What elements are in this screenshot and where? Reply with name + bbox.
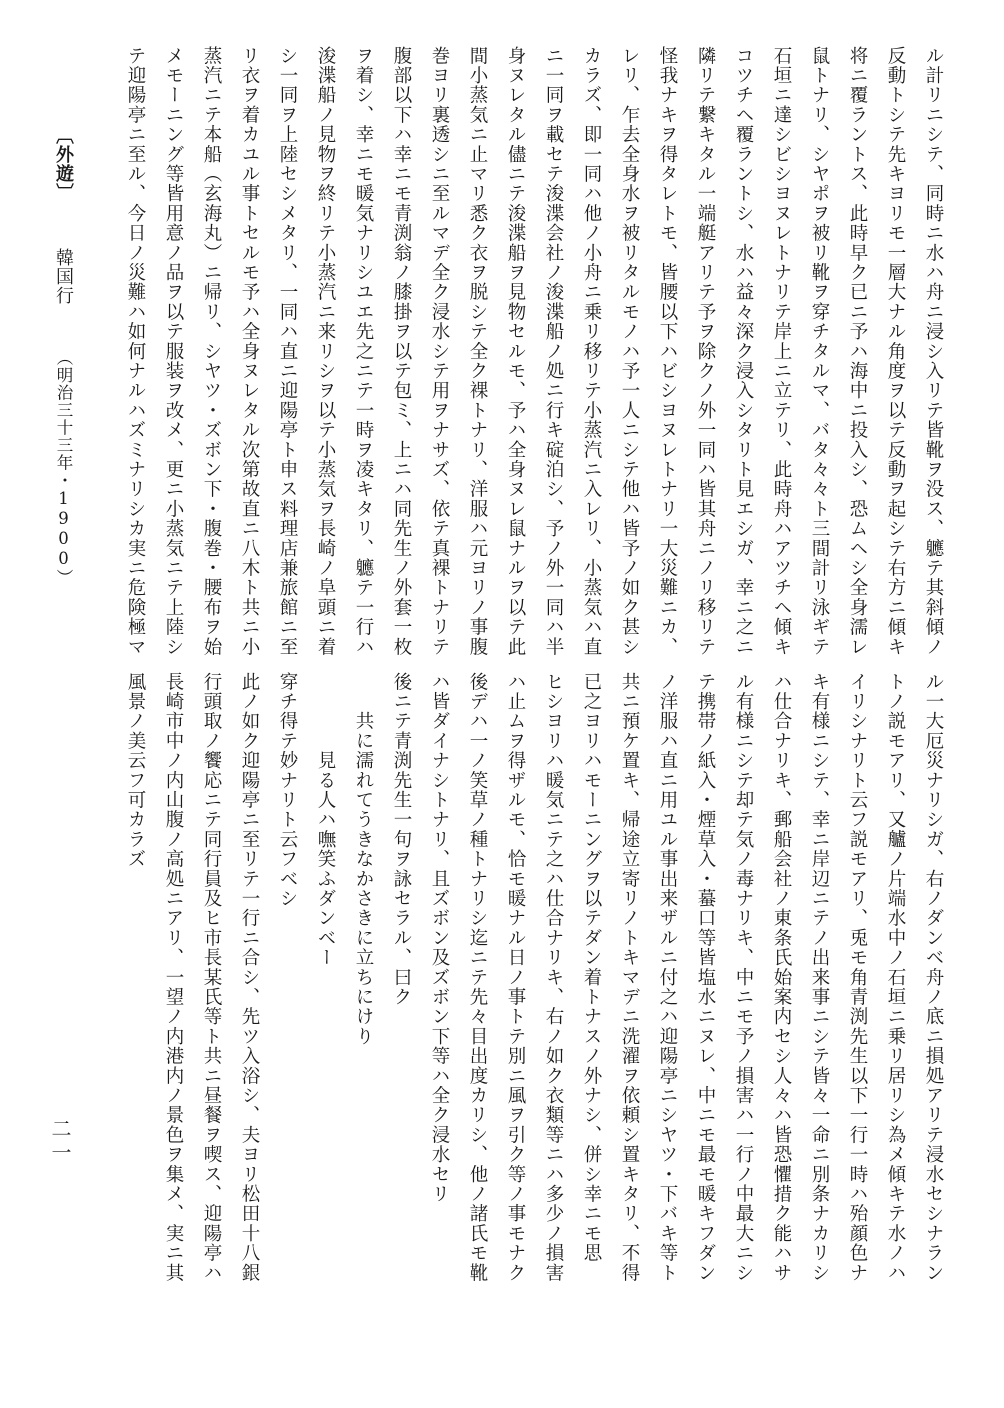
text-line: 反動トシテ先キヨリモ一層大ナル角度ヲ以テ反動ヲ起シテ右方ニ傾キ bbox=[885, 46, 906, 657]
text-line: 身ヌレタル儘ニテ浚渫船ヲ見物セルモ、予ハ全身ヌレ鼠ナルヲ以テ此 bbox=[505, 46, 526, 657]
text-line: リ衣ヲ着カユル事トセルモ予ハ全身ヌレタル次第故直ニ八木ト共ニ小 bbox=[239, 46, 260, 657]
page-number: 二一 bbox=[48, 1118, 72, 1166]
text-line: 穿チ得テ妙ナリト云フベシ bbox=[277, 672, 298, 909]
text-line: テ迎陽亭ニ至ル、今日ノ災難ハ如何ナルハズミナリシカ実ニ危険極マ bbox=[125, 46, 146, 657]
text-line: 已之ヨリハモーニングヲ以テダン着トナスノ外ナシ、併シ幸ニモ思 bbox=[581, 672, 602, 1263]
text-line: コツチヘ覆ラントシ、水ハ益々深ク浸入シタリト見エシガ、幸ニ之ニ bbox=[733, 46, 754, 657]
text-line: キ有様ニシテ、幸ニ岸辺ニテノ出来事ニシテ皆々一命ニ別条ナカリシ bbox=[809, 672, 830, 1283]
text-line: レリ、乍去全身水ヲ被リタルモノハ予一人ニシテ他ハ皆予ノ如ク甚シ bbox=[619, 46, 640, 657]
text-line: 将ニ覆ラントス、此時早ク已ニ予ハ海中ニ投入シ、恐ムヘシ全身濡レ bbox=[847, 46, 868, 657]
text-line: 隣リテ繋キタル一端艇アリテ予ヲ除クノ外一同ハ皆其舟ニノリ移リテ bbox=[695, 46, 716, 657]
text-line: 蒸汽ニテ本船（玄海丸）ニ帰リ、シヤツ・ズボン下・腹巻・腰布ヲ始 bbox=[201, 46, 222, 657]
text-line: 風景ノ美云フ可カラズ bbox=[125, 672, 146, 869]
text-line: ル一大厄災ナリシガ、右ノダンベ舟ノ底ニ損処アリテ浸水セシナラン bbox=[923, 672, 944, 1283]
text-line: 共ニ預ケ置キ、帰途立寄リノトキマデニ洗濯ヲ依頼シ置キタリ、不得 bbox=[619, 672, 640, 1283]
poem-line: 共に濡れてうきなかさきに立ちにけり bbox=[353, 672, 374, 1047]
poem-line: 見る人ハ嘸笑ふダンベー bbox=[315, 672, 336, 968]
text-line: メモーニング等皆用意ノ品ヲ以テ服装ヲ改メ、更ニ小蒸気ニテ上陸シ bbox=[163, 46, 184, 657]
text-line: イリシナリト云フ説モアリ、兎モ角青渕先生以下一行一時ハ殆顔色ナ bbox=[847, 672, 868, 1283]
text-line: 間小蒸気ニ止マリ悉ク衣ヲ脱シテ全ク裸トナリ、洋服ハ元ヨリノ事腹 bbox=[467, 46, 488, 657]
text-line: ル有様ニシテ却テ気ノ毒ナリキ、中ニモ予ノ損害ハ一行ノ中最大ニシ bbox=[733, 672, 754, 1283]
text-line: ハ止ムヲ得ザルモ、恰モ暖ナル日ノ事トテ別ニ風ヲ引ク等ノ事モナク bbox=[505, 672, 526, 1283]
text-line: トノ説モアリ、又艫ノ片端水中ノ石垣ニ乗リ居リシ為メ傾キテ水ノハ bbox=[885, 672, 906, 1283]
text-line: ニ一同ヲ載セテ浚渫会社ノ浚渫船ノ処ニ行キ碇泊シ、予ノ外一同ハ半 bbox=[543, 46, 564, 657]
text-line: 後ニテ青渕先生一句ヲ詠セラル、曰ク bbox=[391, 672, 412, 1007]
text-line: 浚渫船ノ見物ヲ終リテ小蒸汽ニ来リシヲ以テ小蒸気ヲ長崎ノ阜頭ニ着 bbox=[315, 46, 336, 657]
text-line: 腹部以下ハ幸ニモ青渕翁ノ膝掛ヲ以テ包ミ、上ニハ同先生ノ外套一枚 bbox=[391, 46, 412, 657]
text-line: ハ仕合ナリキ、郵船会社ノ東条氏始案内セシ人々ハ皆恐懼措ク能ハサ bbox=[771, 672, 792, 1283]
text-line: シ一同ヲ上陸セシメタリ、一同ハ直ニ迎陽亭ト申ス料理店兼旅館ニ至 bbox=[277, 46, 298, 657]
section-label: 〔外遊〕 bbox=[53, 126, 74, 202]
running-header bbox=[50, 126, 76, 587]
text-line: カラズ、即一同ハ他ノ小舟ニ乗リ移リテ小蒸汽ニ入レリ、小蒸気ハ直 bbox=[581, 46, 602, 657]
text-line: ヲ着シ、幸ニモ暖気ナリシユエ先之ニテ一時ヲ凌キタリ、軈テ一行ハ bbox=[353, 46, 374, 657]
text-line: 石垣ニ達シビシヨヌレトナリテ岸上ニ立テリ、此時舟ハアツチヘ傾キ bbox=[771, 46, 792, 657]
text-line: ヒシヨリハ暖気ニテ之ハ仕合ナリキ、右ノ如ク衣類等ニハ多少ノ損害 bbox=[543, 672, 564, 1283]
text-line: 巻ヨリ裏透シニ至ルマデ全ク浸水シテ用ヲナサズ、依テ真裸トナリテ bbox=[429, 46, 450, 657]
text-line: 此ノ如ク迎陽亭ニ至リテ一行ニ合シ、先ツ入浴シ、夫ヨリ松田十八銀 bbox=[239, 672, 260, 1283]
chapter-title: 韓国行 bbox=[53, 248, 74, 305]
text-line: ノ洋服ハ直ニ用ユル事出来ザルニ付之ハ迎陽亭ニシヤツ・下バキ等ト bbox=[657, 672, 678, 1283]
text-line: ル計リニシテ、同時ニ水ハ舟ニ浸シ入リテ皆靴ヲ没ス、軈テ其斜傾ノ bbox=[923, 46, 944, 657]
text-line: 後デハ一ノ笑草ノ種トナリシ迄ニテ先々目出度カリシ、他ノ諸氏モ靴 bbox=[467, 672, 488, 1283]
text-line: 行頭取ノ饗応ニテ同行員及ヒ市長某氏等ト共ニ昼餐ヲ喫ス、迎陽亭ハ bbox=[201, 672, 222, 1283]
chapter-date: （明治三十三年・1900） bbox=[54, 349, 73, 587]
text-line: 怪我ナキヲ得タレトモ、皆腰以下ハビシヨヌレトナリ一大災難ニカ、 bbox=[657, 46, 678, 657]
text-line: 長崎市中ノ内山腹ノ高処ニアリ、一望ノ内港内ノ景色ヲ集メ、実ニ其 bbox=[163, 672, 184, 1283]
text-line: テ携帯ノ紙入・煙草入・蟇口等皆塩水ニヌレ、中ニモ最モ暖キフダン bbox=[695, 672, 716, 1283]
text-line: 鼠トナリ、シヤポヲ被リ靴ヲ穿チタルマ、バタ々々ト三間計リ泳ギテ bbox=[809, 46, 830, 657]
text-line: ハ皆ダイナシトナリ、且ズボン及ズボン下等ハ全ク浸水セリ bbox=[429, 672, 450, 1204]
